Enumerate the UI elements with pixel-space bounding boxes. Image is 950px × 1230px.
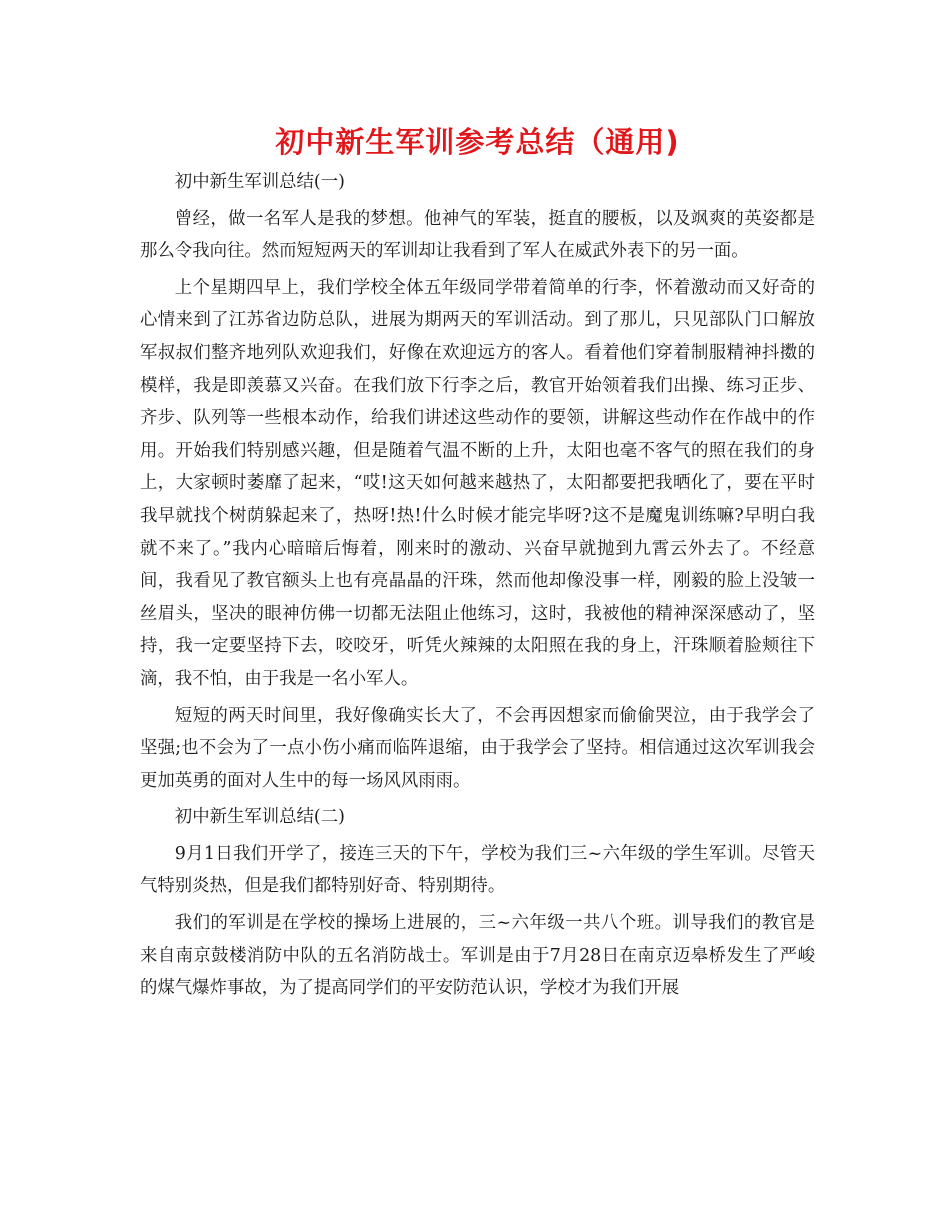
document-page xyxy=(140,120,815,1009)
paragraph-1: 曾经，做一名军人是我的梦想。他神气的军装，挺直的腰板，以及飒爽的英姿都是那么令我向往。然而短短两天的军训却让我看到了军人在威武外表下的另一面。 xyxy=(140,208,815,262)
paragraph-5: 我们的军训是在学校的操场上进展的，三~六年级一共八个班。训导我们的教官是来自南京鼓楼消防中队的五名消防战士。军训是由于7月28日在南京迈皋桥发生了严峻的煤气爆炸事故，为了提高同学们的平安防范认识，学校才为我们开展 xyxy=(140,913,815,999)
section-heading-2: 初中新生军训总结(二) xyxy=(174,807,345,828)
document-title: 初中新生军训参考总结（通用) xyxy=(275,125,680,159)
paragraph-4: 9月1日我们开学了，接连三天的下午，学校为我们三~六年级的学生军训。尽管天气特别炎热，但是我们都特别好奇、特别期待。 xyxy=(140,843,815,897)
paragraph-2: 上个星期四早上，我们学校全体五年级同学带着简单的行李，怀着激动而又好奇的心情来到了江苏省边防总队，进展为期两天的军训活动。到了那儿，只见部队门口解放军叔叔们整齐地列队欢迎我们，好像在欢迎远方的客人。看着他们穿着制服精神抖擞的模样，我是即羡慕又兴奋。在我们放下行李之后，教官开始领着我们出操、练习正步、齐步、队列等一些根本动作，给我们讲述这些动作的要领，讲解这些动作在作战中的作用。开始我们特别感兴趣，但是随着气温不断的上升，太阳也毫不客气的照在我们的身上，大家顿时萎靡了起来，“哎!这天如何越来越热了，太阳都要把我晒化了，要在平时我早就找个树荫躲起来了，热呀!热!什么时候才能完毕呀?这不是魔鬼训练嘛?早明白我就不来了。”我内心暗暗后悔着，刚来时的激动、兴奋早就抛到九霄云外去了。不经意间，我看见了教官额头上也有亮晶晶的汗珠，然而他却像没事一样，刚毅的脸上没皱一丝眉头，坚决的眼神仿佛一切都无法阻止他练习，这时，我被他的精神深深感动了，坚持，我一定要坚持下去，咬咬牙，听凭火辣辣的太阳照在我的身上，汗珠顺着脸颊往下滴，我不怕，由于我是一名小军人。 xyxy=(140,277,815,689)
paragraph-3: 短短的两天时间里，我好像确实长大了，不会再因想家而偷偷哭泣，由于我学会了坚强;也不会为了一点小伤小痛而临阵退缩，由于我学会了坚持。相信通过这次军训我会更加英勇的面对人生中的每一场风风雨雨。 xyxy=(140,705,815,791)
section-heading-1: 初中新生军训总结(一) xyxy=(174,172,345,192)
